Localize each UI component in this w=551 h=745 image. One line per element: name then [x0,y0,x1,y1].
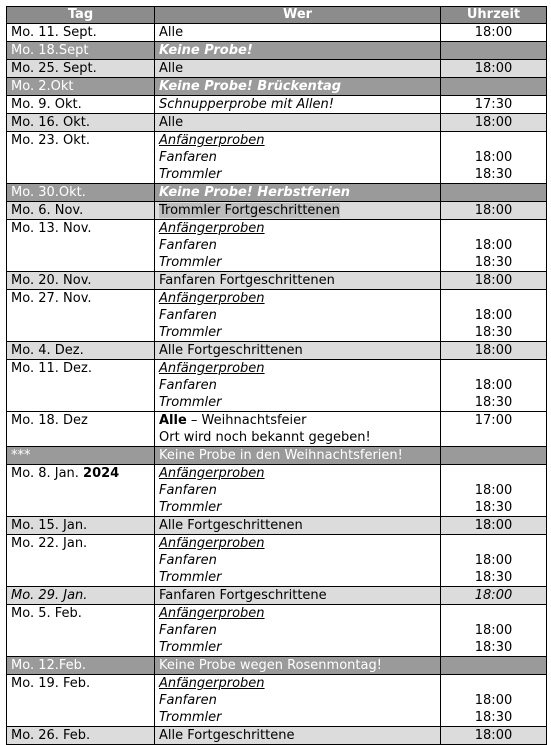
time-cell [441,184,547,202]
time-line [445,272,542,289]
time-line [445,727,542,744]
table-row [7,202,547,220]
date-text: Mo. 29. Jan. [11,588,88,603]
time-cell [441,465,547,517]
time-cell [441,42,547,60]
who-line [159,622,436,639]
date-cell [7,220,155,272]
time-line [445,394,542,411]
time-text: 18:00 [474,518,513,533]
time-line [445,675,542,692]
date-text: Mo. 2.Okt [11,79,74,94]
who-text: Anfängerproben [159,221,265,236]
who-text: Fanfaren [159,238,217,253]
who-cell [155,517,441,535]
who-line [159,184,436,201]
date-cell [7,727,155,745]
who-text: Fanfaren [159,693,217,708]
who-line [159,569,436,586]
who-line [159,307,436,324]
who-text: Trommler [159,167,222,182]
who-line [159,535,436,552]
who-line [159,657,436,674]
time-cell [441,220,547,272]
date-text: Mo. 25. Sept. [11,61,97,76]
date-text: Mo. 9. Okt. [11,97,82,112]
who-cell [155,675,441,727]
time-cell [441,675,547,727]
time-line [445,429,542,446]
who-cell [155,78,441,96]
time-line [445,114,542,131]
date-cell [7,675,155,727]
who-cell [155,96,441,114]
who-text: Keine Probe! Brückentag [159,79,342,94]
who-text: Alle [159,25,184,40]
date-cell [7,342,155,360]
time-cell [441,727,547,745]
who-text: Fanfaren Fortgeschrittenen [159,273,335,288]
who-text: Keine Probe wegen Rosenmontag! [159,658,382,673]
who-text: Trommler [159,325,222,340]
table-row [7,605,547,657]
time-line [445,149,542,166]
date-text: Mo. 16. Okt. [11,115,91,130]
who-cell [155,184,441,202]
who-line [159,709,436,726]
date-text: Mo. 18.Sept [11,43,89,58]
time-text: 18:30 [474,640,513,655]
time-cell [441,517,547,535]
who-cell [155,447,441,465]
who-cell [155,114,441,132]
time-cell [441,587,547,605]
table-row [7,220,547,272]
who-cell [155,42,441,60]
who-line [159,237,436,254]
time-cell [441,657,547,675]
time-cell [441,535,547,587]
date-cell [7,184,155,202]
table-row [7,290,547,342]
who-line [159,605,436,622]
date-text: Mo. 30.Okt. [11,185,86,200]
time-cell [441,342,547,360]
table-row [7,465,547,517]
time-cell [441,114,547,132]
date-text: Mo. 12.Feb. [11,658,87,673]
who-cell [155,605,441,657]
who-text: Keine Probe! Herbstferien [159,185,351,200]
time-cell [441,24,547,42]
who-line [159,692,436,709]
who-line [159,96,436,113]
date-text: Mo. 19. Feb. [11,676,91,691]
who-cell [155,465,441,517]
time-line [445,552,542,569]
time-text: 18:00 [474,150,513,165]
date-cell [7,587,155,605]
table-row [7,675,547,727]
who-text: Anfängerproben [159,466,265,481]
date-text: Mo. 22. Jan. [11,536,88,551]
who-text: Trommler [159,570,222,585]
who-text: Trommler Fortgeschrittenen [159,203,340,218]
who-line [159,377,436,394]
who-line [159,429,436,446]
header-uhrzeit: Uhrzeit [441,7,547,24]
who-text: Fanfaren [159,150,217,165]
who-text: Trommler [159,500,222,515]
table-row [7,360,547,412]
date-cell [7,60,155,78]
who-cell [155,535,441,587]
table-row [7,517,547,535]
who-text: Schnupperprobe mit Allen! [159,97,334,112]
who-cell [155,24,441,42]
date-cell [7,132,155,184]
who-text: Anfängerproben [159,676,265,691]
date-cell [7,605,155,657]
who-line [159,114,436,131]
who-text: Alle Fortgeschrittene [159,728,295,743]
date-cell [7,465,155,517]
who-text: Fanfaren [159,378,217,393]
who-text: Anfängerproben [159,606,265,621]
time-text: 18:30 [474,710,513,725]
who-line [159,587,436,604]
date-text: Mo. 11. Sept. [11,25,97,40]
date-text: Mo. 15. Jan. [11,518,88,533]
who-cell [155,132,441,184]
time-line [445,447,542,464]
table-row [7,342,547,360]
who-line [159,254,436,271]
date-cell [7,202,155,220]
who-cell [155,290,441,342]
time-cell [441,360,547,412]
date-cell [7,657,155,675]
who-text: Alle [159,115,184,130]
time-text: 18:30 [474,395,513,410]
time-cell [441,412,547,447]
time-text: 18:00 [474,623,513,638]
time-text: 17:00 [474,413,513,428]
who-text: Anfängerproben [159,536,265,551]
who-line [159,60,436,77]
who-line [159,272,436,289]
table-row [7,412,547,447]
time-line [445,166,542,183]
who-cell [155,220,441,272]
time-line [445,657,542,674]
who-line [159,360,436,377]
who-text: Fanfaren [159,483,217,498]
time-line [445,622,542,639]
time-cell [441,605,547,657]
date-text: 2024 [83,466,120,481]
time-text: 18:30 [474,325,513,340]
time-line [445,605,542,622]
time-line [445,360,542,377]
who-line [159,42,436,59]
time-text: 18:00 [474,273,513,288]
date-cell [7,78,155,96]
header-wer: Wer [155,7,441,24]
date-cell [7,24,155,42]
date-text: Mo. 5. Feb. [11,606,82,621]
time-text: 18:30 [474,570,513,585]
who-line [159,24,436,41]
date-cell [7,412,155,447]
who-line [159,149,436,166]
time-text: 18:00 [474,378,513,393]
table-row [7,272,547,290]
who-text: Alle Fortgeschrittenen [159,518,303,533]
time-text: 18:00 [474,308,513,323]
who-line [159,202,436,219]
time-line [445,377,542,394]
date-cell [7,114,155,132]
time-line [445,307,542,324]
time-line [445,254,542,271]
time-line [445,412,542,429]
who-line [159,727,436,744]
who-line [159,342,436,359]
who-line [159,447,436,464]
table-row [7,114,547,132]
time-line [445,639,542,656]
time-cell [441,447,547,465]
time-line [445,569,542,586]
who-cell [155,587,441,605]
who-text: Trommler [159,710,222,725]
table-row [7,535,547,587]
table-row [7,78,547,96]
date-text: Mo. 20. Nov. [11,273,92,288]
date-text: Mo. 23. Okt. [11,133,91,148]
time-line [445,220,542,237]
who-line [159,465,436,482]
who-text: Trommler [159,640,222,655]
header-tag: Tag [7,7,155,24]
table-row [7,447,547,465]
time-text: 18:00 [474,25,513,40]
date-text: Mo. 13. Nov. [11,221,92,236]
who-cell [155,60,441,78]
time-text: 18:00 [474,61,513,76]
table-row [7,60,547,78]
who-text: Fanfaren [159,553,217,568]
time-line [445,499,542,516]
table-row [7,727,547,745]
who-text: Ort wird noch bekannt gegeben! [159,430,371,445]
who-cell [155,342,441,360]
time-line [445,342,542,359]
time-text: 18:30 [474,255,513,270]
time-text: 18:00 [474,343,513,358]
who-cell [155,272,441,290]
time-cell [441,96,547,114]
time-text: 18:00 [474,588,513,603]
table-row [7,587,547,605]
who-text: Fanfaren Fortgeschrittene [159,588,327,603]
who-cell [155,360,441,412]
time-text: 18:00 [474,728,513,743]
time-text: 18:30 [474,500,513,515]
date-text: Mo. 27. Nov. [11,291,92,306]
time-line [445,42,542,59]
time-text: 18:30 [474,167,513,182]
time-line [445,78,542,95]
time-line [445,60,542,77]
time-line [445,587,542,604]
time-cell [441,202,547,220]
time-line [445,692,542,709]
who-text: Alle [159,413,187,428]
date-cell [7,42,155,60]
who-line [159,220,436,237]
table-row [7,132,547,184]
who-text: Alle Fortgeschrittenen [159,343,303,358]
date-text: Mo. 4. Dez. [11,343,84,358]
time-text: 18:00 [474,553,513,568]
who-line [159,639,436,656]
time-line [445,290,542,307]
time-cell [441,132,547,184]
date-cell [7,535,155,587]
date-cell [7,272,155,290]
time-line [445,517,542,534]
date-text: Mo. 11. Dez. [11,361,92,376]
time-line [445,237,542,254]
time-text: 18:00 [474,115,513,130]
time-cell [441,60,547,78]
who-cell [155,657,441,675]
date-text: Mo. 26. Feb. [11,728,91,743]
time-cell [441,290,547,342]
table-row [7,42,547,60]
who-line [159,290,436,307]
time-text: 18:00 [474,483,513,498]
who-line [159,78,436,95]
who-cell [155,202,441,220]
date-cell [7,360,155,412]
who-line [159,517,436,534]
time-line [445,482,542,499]
who-text: Keine Probe in den Weihnachtsferien! [159,448,403,463]
who-cell [155,412,441,447]
who-line [159,412,436,429]
time-line [445,324,542,341]
who-line [159,482,436,499]
who-text: – Weihnachtsfeier [186,413,307,428]
who-line [159,552,436,569]
header-row [7,7,547,24]
date-text: Mo. 8. Jan. [11,466,84,481]
table-row [7,657,547,675]
date-text: *** [11,448,31,463]
time-line [445,465,542,482]
time-text: 18:00 [474,238,513,253]
time-text: 18:00 [474,693,513,708]
who-text: Anfängerproben [159,133,265,148]
who-text: Trommler [159,395,222,410]
who-line [159,499,436,516]
table-row [7,184,547,202]
date-cell [7,517,155,535]
date-cell [7,96,155,114]
who-text: Anfängerproben [159,361,265,376]
time-line [445,709,542,726]
who-line [159,675,436,692]
time-text: 17:30 [474,97,513,112]
who-text: Fanfaren [159,623,217,638]
time-cell [441,78,547,96]
time-text: 18:00 [474,203,513,218]
schedule-body [7,24,547,745]
date-text: Mo. 18. Dez [11,413,88,428]
who-text: Keine Probe! [159,43,253,58]
who-text: Fanfaren [159,308,217,323]
time-cell [441,272,547,290]
schedule-table [6,6,547,745]
date-cell [7,447,155,465]
who-text: Alle [159,61,184,76]
who-line [159,166,436,183]
who-text: Trommler [159,255,222,270]
table-row [7,24,547,42]
time-line [445,202,542,219]
who-line [159,394,436,411]
time-line [445,184,542,201]
table-row [7,96,547,114]
who-line [159,132,436,149]
time-line [445,24,542,41]
time-line [445,96,542,113]
date-text: Mo. 6. Nov. [11,203,84,218]
time-line [445,132,542,149]
who-cell [155,727,441,745]
date-cell [7,290,155,342]
who-text: Anfängerproben [159,291,265,306]
who-line [159,324,436,341]
time-line [445,535,542,552]
